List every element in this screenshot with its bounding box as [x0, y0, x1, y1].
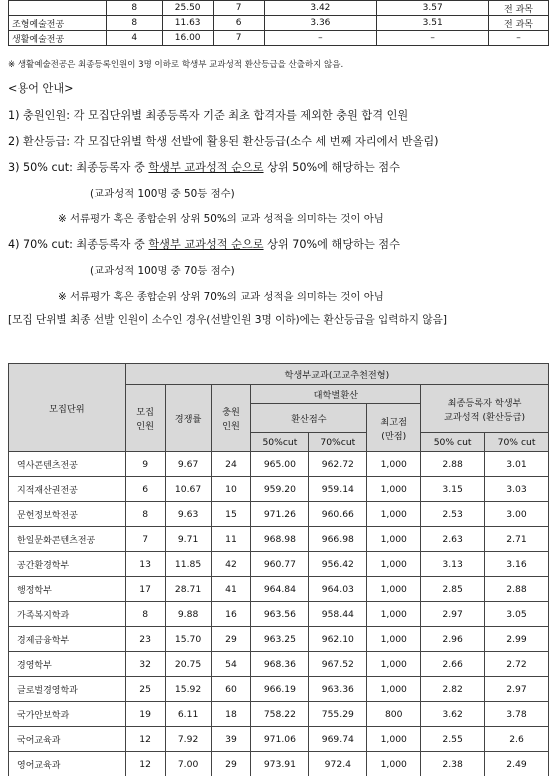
cell-competition: 9.71 — [165, 527, 211, 552]
cell-extra: 54 — [211, 652, 251, 677]
header-competition: 경쟁률 — [165, 385, 211, 452]
cell-unit: 문헌정보학전공 — [9, 502, 126, 527]
cell-s70: 963.36 — [309, 677, 367, 702]
glossary-item-3-note: ※ 서류평가 혹은 종합순위 상위 50%의 교과 성적을 의미하는 것이 아님 — [58, 210, 384, 225]
cell-unit: 한일문화콘텐츠전공 — [9, 527, 126, 552]
cell-g50: 2.96 — [421, 627, 485, 652]
table-row — [9, 727, 549, 752]
cell-unit: 공간환경학부 — [9, 552, 126, 577]
cell-recruit: 12 — [125, 752, 165, 776]
cell-g50: 2.38 — [421, 752, 485, 776]
cell-unit: 경영학부 — [9, 652, 126, 677]
cell-recruit: 13 — [125, 552, 165, 577]
cell-s50: 966.19 — [251, 677, 309, 702]
header-max: 최고점 (만점) — [367, 404, 421, 452]
glossary-item-3-post: 상위 50%에 해당하는 점수 — [264, 161, 400, 174]
cell-g70: 2.6 — [485, 727, 549, 752]
top-results-table — [8, 0, 549, 46]
cell-s50: 963.56 — [251, 602, 309, 627]
cell-g70: 3.16 — [485, 552, 549, 577]
table-row — [9, 552, 549, 577]
cell-s50: 971.06 — [251, 727, 309, 752]
cell-s70: 755.29 — [309, 702, 367, 727]
cell-g50: 2.55 — [421, 727, 485, 752]
cell-extra: 39 — [211, 727, 251, 752]
cell-extra: 42 — [211, 552, 251, 577]
cell-competition: 28.71 — [165, 577, 211, 602]
cell-competition: 10.67 — [165, 477, 211, 502]
top-cell-unit — [9, 1, 107, 16]
cell-max: 1,000 — [367, 452, 421, 477]
cell-extra: 41 — [211, 577, 251, 602]
table-row — [9, 702, 549, 727]
top-cell-cut50: 3.42 — [264, 1, 377, 16]
cell-g50: 2.85 — [421, 577, 485, 602]
cell-g50: 2.53 — [421, 502, 485, 527]
top-cell-unit: 조형예술전공 — [9, 16, 107, 31]
cell-s70: 962.10 — [309, 627, 367, 652]
cell-g70: 3.05 — [485, 602, 549, 627]
top-cell-note: 전 과목 — [489, 1, 549, 16]
cell-recruit: 23 — [125, 627, 165, 652]
table-row — [9, 527, 549, 552]
top-table-body — [9, 1, 549, 46]
cell-s50: 758.22 — [251, 702, 309, 727]
header-final: 최종등록자 학생부 교과성적 (환산등급) — [421, 385, 549, 433]
cell-s70: 964.03 — [309, 577, 367, 602]
table-row — [9, 577, 549, 602]
cell-s50: 973.91 — [251, 752, 309, 776]
cell-extra: 10 — [211, 477, 251, 502]
cell-g70: 2.72 — [485, 652, 549, 677]
top-cell-note: – — [489, 31, 549, 46]
glossary-item-4-note: ※ 서류평가 혹은 종합순위 상위 70%의 교과 성적을 의미하는 것이 아님 — [58, 288, 384, 303]
cell-unit: 영어교육과 — [9, 752, 126, 776]
glossary-item-4-post: 상위 70%에 해당하는 점수 — [264, 238, 400, 251]
cell-max: 1,000 — [367, 527, 421, 552]
top-table-row — [9, 16, 549, 31]
cell-max: 1,000 — [367, 677, 421, 702]
glossary-item-3 — [8, 159, 400, 175]
cell-extra: 60 — [211, 677, 251, 702]
header-group: 학생부교과(고교추천전형) — [125, 364, 548, 385]
cell-s50: 963.25 — [251, 627, 309, 652]
cell-s70: 969.74 — [309, 727, 367, 752]
cell-g70: 2.49 — [485, 752, 549, 776]
top-table-row — [9, 31, 549, 46]
glossary-title: <용어 안내> — [8, 80, 74, 96]
cell-recruit: 9 — [125, 452, 165, 477]
cell-max: 1,000 — [367, 652, 421, 677]
table-row — [9, 652, 549, 677]
cell-s50: 968.98 — [251, 527, 309, 552]
cell-g70: 3.01 — [485, 452, 549, 477]
table-header — [9, 364, 549, 452]
top-cell-cut50: – — [264, 31, 377, 46]
cell-max: 800 — [367, 702, 421, 727]
cell-competition: 7.92 — [165, 727, 211, 752]
top-cell-unit: 생활예술전공 — [9, 31, 107, 46]
cell-recruit: 12 — [125, 727, 165, 752]
cell-recruit: 7 — [125, 527, 165, 552]
header-score: 환산점수 — [251, 404, 367, 433]
glossary-item-4-sub: (교과성적 100명 중 70등 점수) — [90, 262, 235, 277]
glossary-item-4-pre: 4) 70% cut: 최종등록자 중 — [8, 238, 148, 251]
cell-competition: 15.92 — [165, 677, 211, 702]
cell-competition: 15.70 — [165, 627, 211, 652]
top-cell-recruit: 8 — [106, 1, 162, 16]
cell-g50: 3.15 — [421, 477, 485, 502]
cell-s70: 967.52 — [309, 652, 367, 677]
table-row — [9, 502, 549, 527]
cell-unit: 행정학부 — [9, 577, 126, 602]
top-cell-extra: 7 — [213, 31, 264, 46]
cell-max: 1,000 — [367, 477, 421, 502]
cell-s50: 968.36 — [251, 652, 309, 677]
cell-g70: 3.00 — [485, 502, 549, 527]
cell-extra: 16 — [211, 602, 251, 627]
header-univ: 대학별환산 — [251, 385, 421, 404]
cell-recruit: 17 — [125, 577, 165, 602]
cell-g70: 3.78 — [485, 702, 549, 727]
cell-s70: 958.44 — [309, 602, 367, 627]
table-row — [9, 752, 549, 776]
header-g50: 50% cut — [421, 433, 485, 452]
cell-s70: 966.98 — [309, 527, 367, 552]
cell-g50: 3.13 — [421, 552, 485, 577]
cell-s70: 972.4 — [309, 752, 367, 776]
header-unit: 모집단위 — [9, 364, 126, 452]
cell-unit: 역사콘텐츠전공 — [9, 452, 126, 477]
cell-extra: 18 — [211, 702, 251, 727]
cell-max: 1,000 — [367, 552, 421, 577]
cell-recruit: 32 — [125, 652, 165, 677]
top-cell-cut70: 3.51 — [377, 16, 489, 31]
cell-unit: 국가안보학과 — [9, 702, 126, 727]
cell-unit: 지적재산권전공 — [9, 477, 126, 502]
cell-s50: 960.77 — [251, 552, 309, 577]
table-row — [9, 602, 549, 627]
cell-s70: 959.14 — [309, 477, 367, 502]
cell-g50: 2.82 — [421, 677, 485, 702]
glossary-item-2: 2) 환산등급: 각 모집단위별 학생 선발에 활용된 환산등급(소수 세 번째 자리에서 반올림) — [8, 133, 439, 149]
top-cell-extra: 6 — [213, 16, 264, 31]
cell-extra: 29 — [211, 752, 251, 776]
bracket-note: [모집 단위별 최종 선발 인원이 소수인 경우(선발인원 3명 이하)에는 환산등급을 입력하지 않음] — [8, 312, 447, 327]
glossary-item-3-pre: 3) 50% cut: 최종등록자 중 — [8, 161, 148, 174]
cell-s50: 959.20 — [251, 477, 309, 502]
top-cell-extra: 7 — [213, 1, 264, 16]
cell-competition: 6.11 — [165, 702, 211, 727]
footnote: ※ 생활예술전공은 최종등록인원이 3명 이하로 학생부 교과성적 환산등급을 산출하지 않음. — [8, 58, 343, 70]
cell-s50: 965.00 — [251, 452, 309, 477]
header-s70: 70%cut — [309, 433, 367, 452]
cell-recruit: 8 — [125, 602, 165, 627]
cell-competition: 7.00 — [165, 752, 211, 776]
cell-g50: 3.62 — [421, 702, 485, 727]
glossary-item-3-sub: (교과성적 100명 중 50등 점수) — [90, 185, 235, 200]
top-cell-competition: 16.00 — [162, 31, 213, 46]
cell-g70: 2.71 — [485, 527, 549, 552]
cell-competition: 20.75 — [165, 652, 211, 677]
table-row — [9, 477, 549, 502]
cell-g70: 2.97 — [485, 677, 549, 702]
cell-g70: 3.03 — [485, 477, 549, 502]
cell-s50: 964.84 — [251, 577, 309, 602]
glossary-item-4 — [8, 236, 400, 252]
cell-max: 1,000 — [367, 752, 421, 776]
cell-competition: 9.67 — [165, 452, 211, 477]
cell-max: 1,000 — [367, 602, 421, 627]
admission-results-table — [8, 363, 549, 776]
header-s50: 50%cut — [251, 433, 309, 452]
header-extra: 충원 인원 — [211, 385, 251, 452]
cell-competition: 11.85 — [165, 552, 211, 577]
top-cell-competition: 11.63 — [162, 16, 213, 31]
top-cell-note: 전 과목 — [489, 16, 549, 31]
glossary-item-1: 1) 충원인원: 각 모집단위별 최종등록자 기준 최초 합격자를 제외한 충원 합격 인원 — [8, 107, 408, 123]
cell-g50: 2.97 — [421, 602, 485, 627]
top-table-row — [9, 1, 549, 16]
top-cell-recruit: 8 — [106, 16, 162, 31]
cell-unit: 글로벌경영학과 — [9, 677, 126, 702]
table-body — [9, 452, 549, 776]
cell-s70: 960.66 — [309, 502, 367, 527]
cell-s70: 956.42 — [309, 552, 367, 577]
cell-max: 1,000 — [367, 502, 421, 527]
cell-recruit: 25 — [125, 677, 165, 702]
cell-extra: 29 — [211, 627, 251, 652]
cell-g70: 2.99 — [485, 627, 549, 652]
header-recruit: 모집 인원 — [125, 385, 165, 452]
cell-recruit: 6 — [125, 477, 165, 502]
top-cell-cut70: – — [377, 31, 489, 46]
cell-recruit: 19 — [125, 702, 165, 727]
cell-max: 1,000 — [367, 727, 421, 752]
glossary-item-4-underline: 학생부 교과성적 순으로 — [148, 238, 263, 251]
table-row — [9, 627, 549, 652]
glossary-item-3-underline: 학생부 교과성적 순으로 — [148, 161, 263, 174]
cell-extra: 24 — [211, 452, 251, 477]
cell-s50: 971.26 — [251, 502, 309, 527]
top-cell-cut50: 3.36 — [264, 16, 377, 31]
cell-recruit: 8 — [125, 502, 165, 527]
cell-max: 1,000 — [367, 627, 421, 652]
cell-unit: 가족복지학과 — [9, 602, 126, 627]
cell-unit: 경제금융학부 — [9, 627, 126, 652]
top-cell-cut70: 3.57 — [377, 1, 489, 16]
cell-extra: 15 — [211, 502, 251, 527]
cell-extra: 11 — [211, 527, 251, 552]
top-cell-recruit: 4 — [106, 31, 162, 46]
cell-g50: 2.63 — [421, 527, 485, 552]
cell-g50: 2.88 — [421, 452, 485, 477]
cell-g70: 2.88 — [485, 577, 549, 602]
table-row — [9, 452, 549, 477]
cell-unit: 국어교육과 — [9, 727, 126, 752]
cell-max: 1,000 — [367, 577, 421, 602]
table-row — [9, 677, 549, 702]
cell-competition: 9.88 — [165, 602, 211, 627]
cell-s70: 962.72 — [309, 452, 367, 477]
cell-g50: 2.66 — [421, 652, 485, 677]
header-g70: 70% cut — [485, 433, 549, 452]
top-cell-competition: 25.50 — [162, 1, 213, 16]
cell-competition: 9.63 — [165, 502, 211, 527]
